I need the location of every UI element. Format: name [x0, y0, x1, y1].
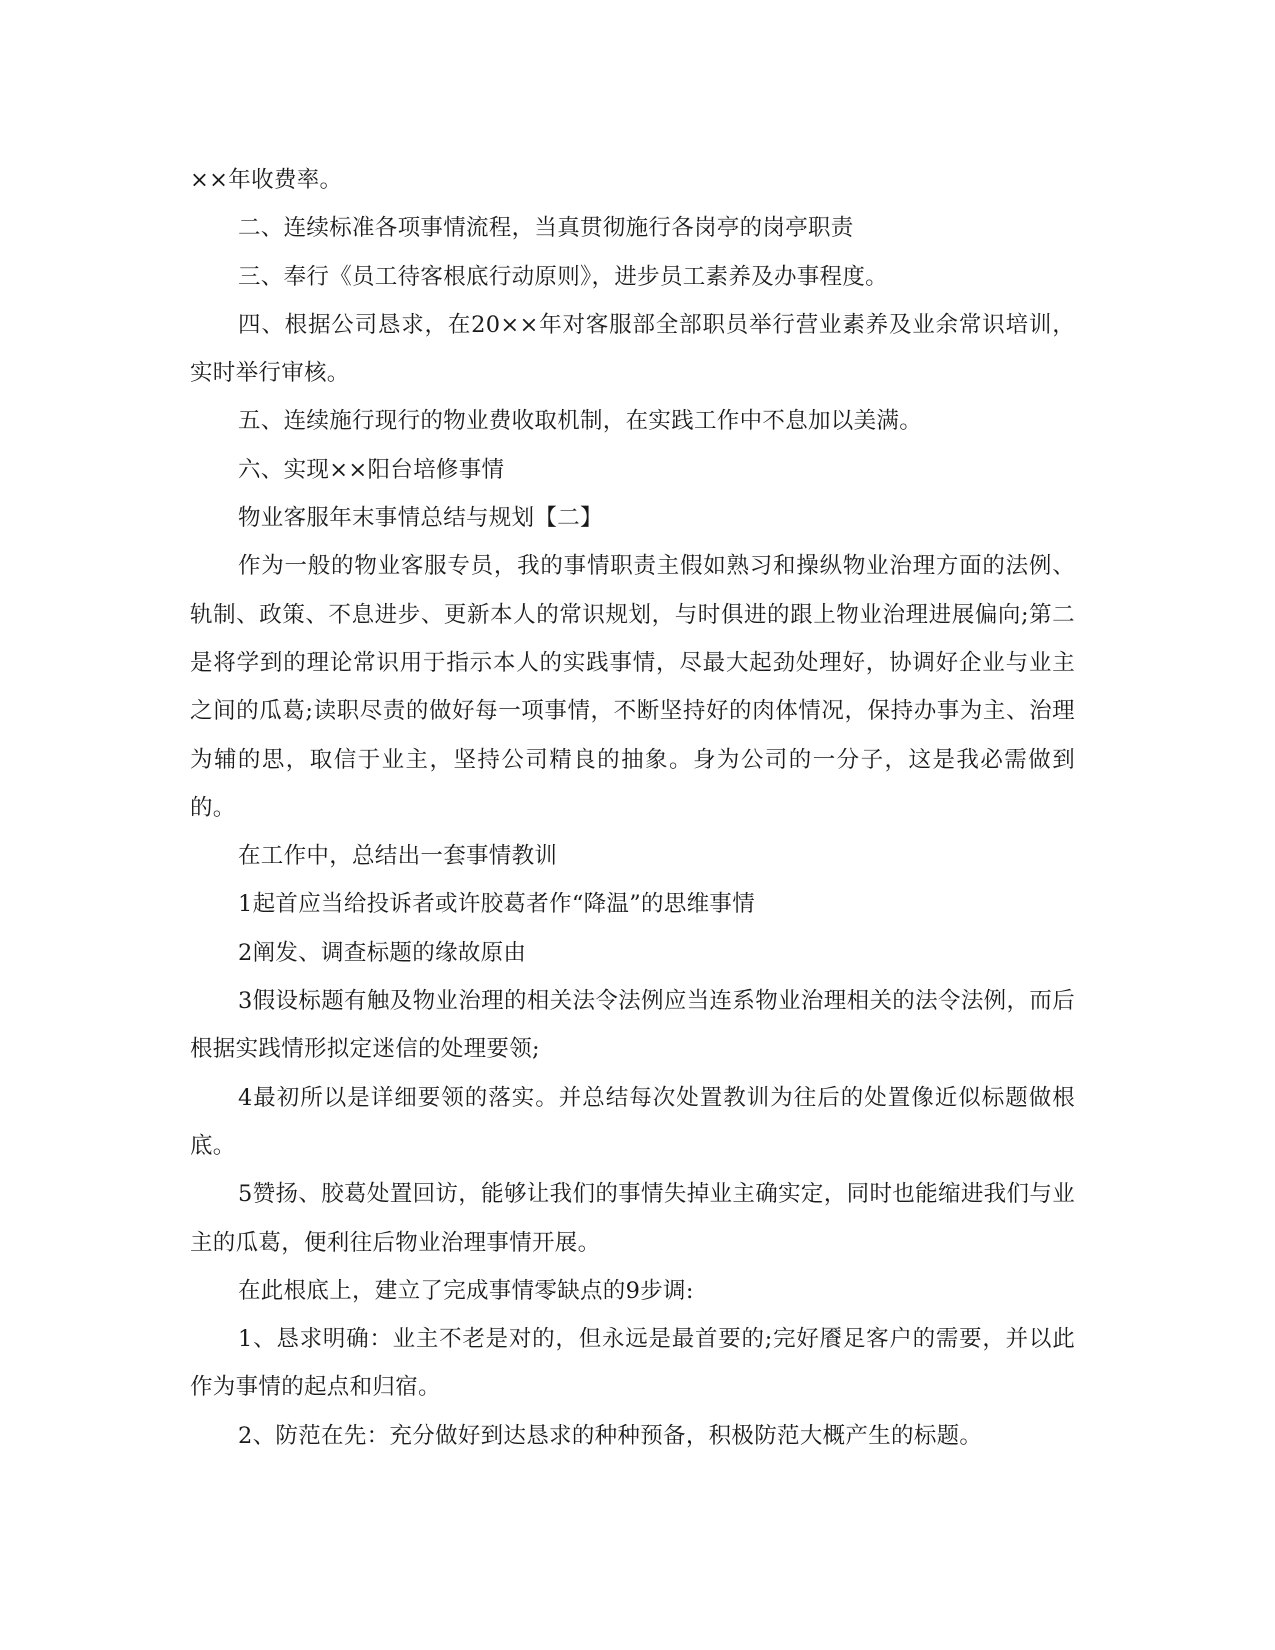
- list-item-3: 3假设标题有触及物业治理的相关法令法例应当连系物业治理相关的法令法例，而后根据实践情形拟定迷信的处理要领;: [190, 988, 1075, 1063]
- list-item-5: 5赞扬、胶葛处置回访，能够让我们的事情失掉业主确实定，同时也能缩进我们与业主的瓜葛，便利往后物业治理事情开展。: [190, 1181, 1075, 1256]
- paragraph-5: 五、连续施行现行的物业费收取机制，在实践工作中不息加以美满。: [238, 408, 923, 435]
- list-item-1: 1起首应当给投诉者或许胶葛者作“降温”的思维事情: [238, 891, 756, 918]
- list-item-2: 2阐发、调查标题的缘故原由: [238, 939, 527, 966]
- section-heading: 物业客服年末事情总结与规划【二】: [238, 505, 603, 532]
- paragraph-9: 在工作中，总结出一套事情教训: [238, 843, 558, 870]
- paragraph-3: 三、奉行《员工待客根底行动原则》，进步员工素养及办事程度。: [238, 263, 888, 290]
- step-item-2: 2、防范在先：充分做好到达恳求的种种预备，积极防范大概产生的标题。: [238, 1422, 983, 1449]
- paragraph-4: 四、根据公司恳求，在20××年对客服部全部职员举行营业素养及业余常识培训，实时举行审核。: [190, 311, 1075, 387]
- paragraph-1: ××年收费率。: [190, 167, 343, 193]
- list-item-4: 4最初所以是详细要领的落实。并总结每次处置教训为往后的处置像近似标题做根底。: [190, 1084, 1075, 1159]
- document-body: [190, 156, 1075, 1460]
- step-item-1: 1、恳求明确：业主不老是对的，但永远是最首要的;完好餍足客户的需要，并以此作为事情的起点和归宿。: [190, 1326, 1075, 1401]
- paragraph-15: 在此根底上，建立了完成事情零缺点的9步调:: [238, 1277, 694, 1304]
- paragraph-2: 二、连续标准各项事情流程，当真贯彻施行各岗亭的岗亭职责: [238, 215, 854, 242]
- paragraph-8: 作为一般的物业客服专员，我的事情职责主假如熟习和操纵物业治理方面的法例、轨制、政策、不息进步、更新本人的常识规划，与时俱进的跟上物业治理进展偏向;第二是将学到的理论常识用于指示本人的实践事情，尽最大起劲处理好，协调好企业与业主之间的瓜葛;读职尽责的做好每一项事情，不断坚持好的肉体情况，保持办事为主、治理为辅的思，取信于业主，坚持公司精良的抽象。身为公司的一分子，这是我必需做到的。: [190, 553, 1075, 821]
- paragraph-6: 六、实现××阳台培修事情: [238, 456, 505, 483]
